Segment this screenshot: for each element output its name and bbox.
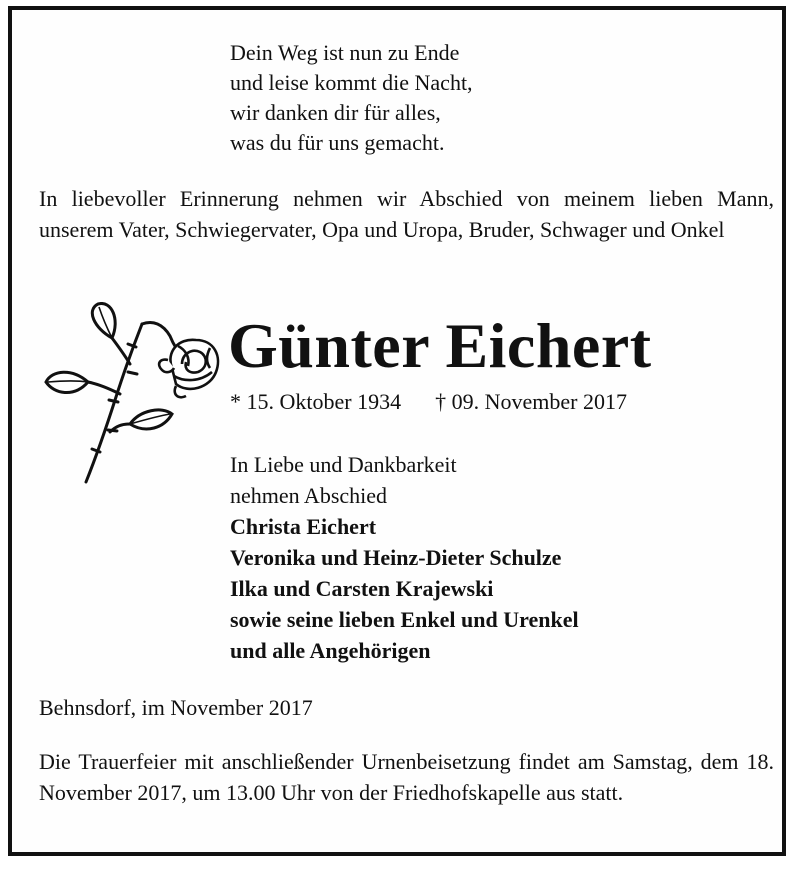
poem-line: wir danken dir für alles, bbox=[230, 100, 441, 125]
place-and-date: Behnsdorf, im November 2017 bbox=[39, 695, 313, 720]
poem-line: Dein Weg ist nun zu Ende bbox=[230, 40, 460, 65]
mourner-name: Ilka und Carsten Krajewski bbox=[230, 576, 494, 601]
mourner-name: Christa Eichert bbox=[230, 514, 377, 539]
mourner-name: Veronika und Heinz-Dieter Schulze bbox=[230, 545, 562, 570]
birth-date: * 15. Oktober 1934 bbox=[230, 389, 402, 414]
rose-icon bbox=[38, 302, 228, 502]
memorial-poem bbox=[230, 38, 473, 158]
poem-line: was du für uns gemacht. bbox=[230, 130, 445, 155]
mourner-name: und alle Angehörigen bbox=[230, 638, 431, 663]
farewell-intro: In liebevoller Erinnerung nehmen wir Abschied von meinem lieben Mann, unserem Vater, Schwiegervater, Opa und Uropa, Bruder, Schwager und Onkel bbox=[39, 186, 774, 242]
funeral-notice: Die Trauerfeier mit anschließender Urnenbeisetzung findet am Samstag, dem 18. November 2017, um 13.00 Uhr von der Friedhofskapelle aus statt. bbox=[39, 749, 774, 805]
deceased-name: Günter Eichert bbox=[228, 310, 652, 381]
mourners-intro-line: nehmen Abschied bbox=[230, 483, 388, 508]
life-dates bbox=[230, 387, 627, 417]
mourners-block bbox=[230, 449, 579, 666]
death-date: † 09. November 2017 bbox=[435, 389, 627, 414]
poem-line: und leise kommt die Nacht, bbox=[230, 70, 473, 95]
mourners-intro-line: In Liebe und Dankbarkeit bbox=[230, 452, 457, 477]
mourner-name: sowie seine lieben Enkel und Urenkel bbox=[230, 607, 579, 632]
obituary-notice bbox=[8, 6, 786, 856]
